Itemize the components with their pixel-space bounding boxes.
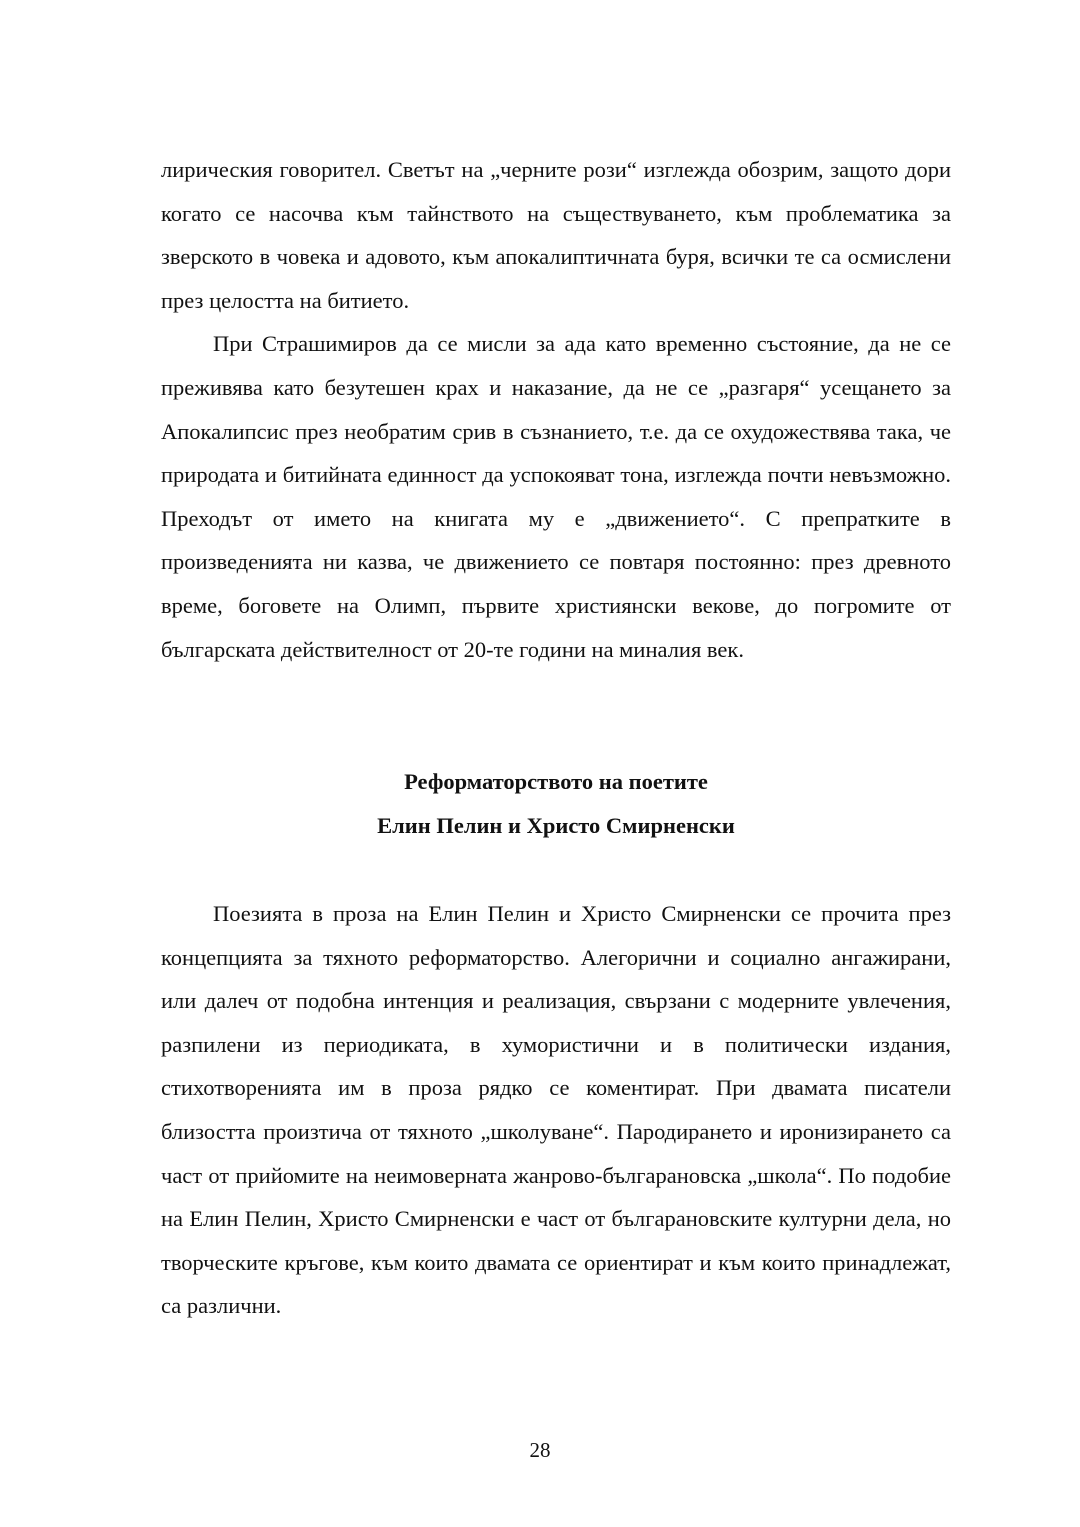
section-heading-line-1: Реформаторството на поетите: [404, 769, 708, 794]
body-text-top: [161, 148, 951, 671]
paragraph-continued: лирическия говорител. Светът на „черните рози“ изглежда обозрим, защото дори когато се насочва към тайнството на съществуването, към проблематика за зверското в човека и адовото, към апокалиптичната буря, всички те са осмислени през целостта на битието.: [161, 157, 951, 313]
body-text-bottom: [161, 892, 951, 1328]
section-heading: [161, 760, 951, 848]
section-heading-line-2: Елин Пелин и Христо Смирненски: [377, 813, 735, 838]
page-number: 28: [529, 1438, 551, 1462]
paragraph-poetry-in-prose: Поезията в проза на Елин Пелин и Христо Смирненски се прочита през концепцията за тяхното реформаторство. Алегорични и социално ангажирани, или далеч от подобна интенция и реализация, свързани с модерните увлечения, разпилени из периодиката, в хумористични и в политически издания, стихотворенията им в проза рядко се коментират. При двамата писатели близостта произтича от тяхното „школуване“. Пародирането и иронизирането са част от прийомите на неимоверната жанрово-българановска „школа“. По подобие на Елин Пелин, Христо Смирненски е част от българановските културни дела, но творческите кръгове, към които двамата се ориентират и към които принадлежат, са различни.: [161, 901, 951, 1319]
paragraph-strashimirov: При Страшимиров да се мисли за ада като временно състояние, да не се преживява като безутешен крах и наказание, да не се „разгаря“ усещането за Апокалипсис през необратим срив в съзнанието, т.е. да се охудожествява така, че природата и битийната единност да успокояват тона, изглежда почти невъзможно. Преходът от името на книгата му е „движението“. С препратките в произведенията ни казва, че движението се повтаря постоянно: през древното време, боговете на Олимп, първите християнски векове, до погромите от българската действителност от 20-те години на миналия век.: [161, 331, 951, 662]
